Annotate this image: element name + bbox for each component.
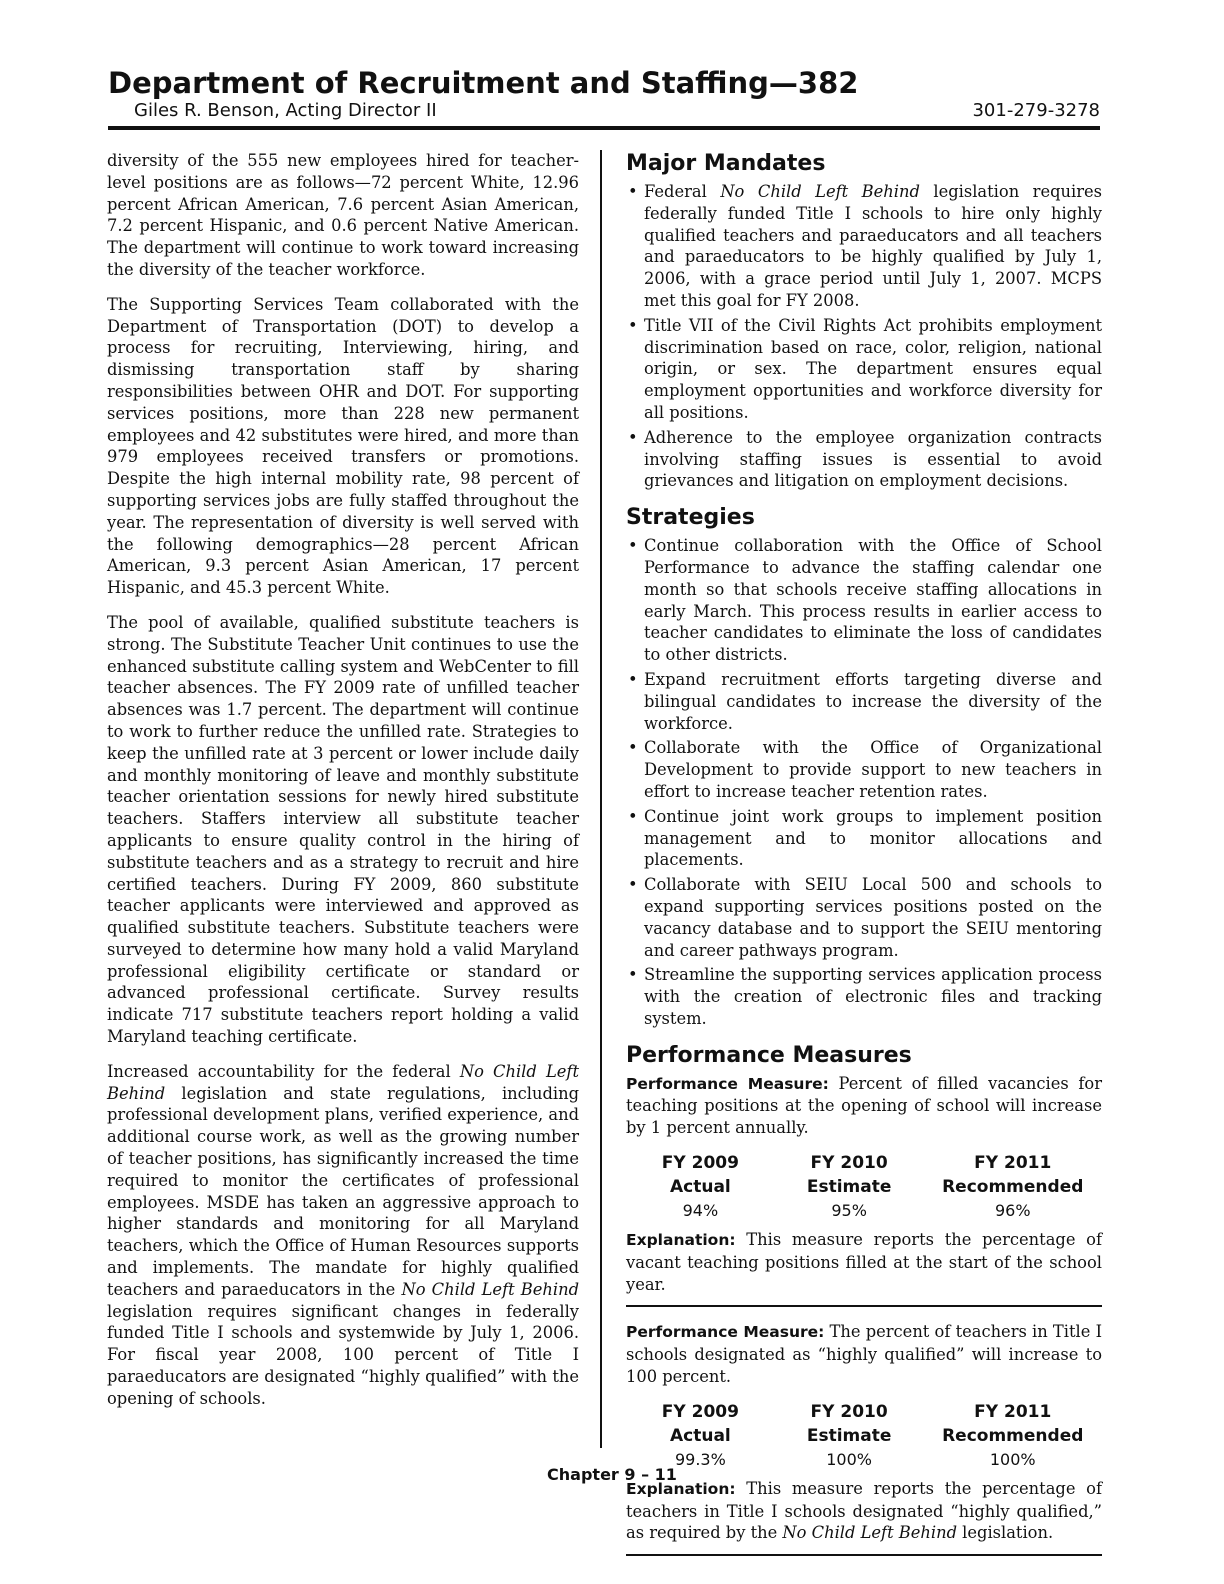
text-segment: legislation requires federally funded Title I schools to hire only highly qualified teachers and paraeducators and all teachers and paraeducators to be highly qualified by July 1, 2006, with a grace period until July 1, 2007. MCPS met this goal for FY 2008. — [644, 182, 1102, 310]
header-rule — [108, 126, 1100, 130]
text-segment: legislation requires significant changes in federally funded Title I schools and systemwide by July 1, 2006. For fiscal year 2008, 100 percent of Title I paraeducators are designated “highly qualified” with the opening of schools. — [107, 1301, 579, 1408]
table-cell: 99.3% — [674, 1449, 726, 1469]
paragraph-substitutes: The pool of available, qualified substitute teachers is strong. The Substitute Teacher Unit continues to use the enhanced substitute calling system and WebCenter to fill teacher absences. The FY 2009 rate of unfilled teacher absences was 1.7 percent. The department will continue to work to further reduce the unfilled rate. Strategies to keep the unfilled rate at 3 percent or lower include daily and monthly monitoring of leave and monthly substitute teacher orientation sessions for newly hired substitute teachers. Staffers interview all substitute teacher applicants to ensure quality control in the hiring of substitute teachers and as a strategy to recruit and hire certified teachers. During FY 2009, 860 substitute teacher applicants were interviewed and approved as qualified substitute teachers. Substitute teachers were surveyed to determine how many hold a valid Maryland professional eligibility certificate or standard or advanced professional certificate. Survey results indicate 717 substitute teachers report holding a valid Maryland teaching certificate. — [107, 612, 579, 1047]
list-item: • Expand recruitment efforts targeting diverse and bilingual candidates to increase the diversity of the workforce. — [626, 669, 1102, 734]
paragraph-accountability — [107, 1061, 579, 1410]
mandates-list — [626, 181, 1102, 492]
strategies-heading: Strategies — [626, 505, 755, 531]
list-item: • Streamline the supporting services application process with the creation of electronic files and tracking system. — [626, 964, 1102, 1029]
performance-heading: Performance Measures — [626, 1042, 912, 1068]
left-column — [107, 150, 579, 1423]
page-title: Department of Recruitment and Staffing—382 — [108, 66, 859, 100]
text-segment: legislation. — [957, 1523, 1054, 1543]
table-header: Actual — [669, 1177, 731, 1198]
text-segment: Federal — [644, 182, 721, 201]
list-item: • Title VII of the Civil Rights Act prohibits employment discrimination based on race, color, religion, national origin, or sex. The department ensures equal employment opportunities and workforce diversity for all positions. — [626, 315, 1102, 424]
table-cell: 100% — [989, 1449, 1036, 1469]
table-header: FY 2011 — [974, 1401, 1052, 1422]
table-cell: 95% — [831, 1201, 867, 1221]
nclb-italic: No Child Left Behind — [720, 182, 920, 201]
list-item: • Continue joint work groups to implement position management and to monitor allocations and placements. — [626, 806, 1102, 871]
text-segment: Increased accountability for the federal — [107, 1061, 460, 1081]
nclb-italic: No Child Left Behind — [782, 1523, 957, 1543]
paragraph-diversity: diversity of the 555 new employees hired for teacher-level positions are as follows—72 percent White, 12.96 percent African American, 7.6 percent Asian American, 7.2 percent Hispanic, and 0.6 percent Native American. The department will continue to work toward increasing the diversity of the teacher workforce. — [107, 151, 579, 279]
table-header: Recommended — [942, 1177, 1084, 1198]
mandates-heading: Major Mandates — [626, 151, 826, 176]
list-item: • Adherence to the employee organization contracts involving staffing issues is essential to avoid grievances and litigation on employment decisions. — [626, 427, 1102, 492]
measure-1-explanation — [626, 1229, 1102, 1295]
measure-label: Performance Measure: — [626, 1074, 829, 1093]
divider — [626, 1554, 1102, 1556]
paragraph-supporting-services: The Supporting Services Team collaborated with the Department of Transportation (DOT) to develop a process for recruiting, Interviewing, hiring, and dismissing transportation staff by sharing responsibilities between OHR and DOT. For supporting services positions, more than 228 new permanent employees and 42 substitutes were hired, and more than 979 employees received transfers or promotions. Despite the high internal mobility rate, 98 percent of supporting services jobs are fully staffed throughout the year. The representation of diversity is well served with the following demographics—28 percent African American, 9.3 percent Asian American, 17 percent Hispanic, and 45.3 percent White. — [107, 294, 579, 598]
list-item: • Continue collaboration with the Office of School Performance to advance the staffing calendar one month so that schools receive staffing allocations in early March. This process results in earlier access to teacher candidates to eliminate the loss of candidates to other districts. — [626, 535, 1102, 666]
table-header: Estimate — [806, 1425, 892, 1446]
table-cell: 94% — [682, 1201, 719, 1221]
nclb-italic: No Child Left Behind — [401, 1279, 579, 1299]
table-header: Estimate — [806, 1177, 892, 1198]
text-segment: This measure reports the percentage of teachers in Title I schools designated “highly qualified,” as required by the — [626, 1478, 1102, 1543]
explanation-label: Explanation: — [626, 1231, 736, 1250]
list-item — [626, 181, 1102, 312]
table-header: FY 2009 — [661, 1401, 739, 1422]
list-item: • Collaborate with the Office of Organizational Development to provide support to new teachers in effort to increase teacher retention rates. — [626, 737, 1102, 802]
measure-2-statement — [626, 1321, 1102, 1387]
divider — [626, 1305, 1102, 1307]
table-header: FY 2011 — [974, 1153, 1052, 1174]
text-segment: This measure reports the percentage of vacant teaching positions filled at the start of the school year. — [626, 1230, 1102, 1294]
explanation-label: Explanation: — [626, 1479, 736, 1498]
page-header — [108, 66, 1100, 122]
table-header: FY 2010 — [810, 1401, 888, 1422]
page-footer: Chapter 9 – 11 — [547, 1465, 677, 1484]
text-segment: legislation and state regulations, including professional development plans, verified experience, and additional course work, as well as the growing number of teacher positions, has significantly increased the time required to monitor the certificates of professional employees. MSDE has taken an aggressive approach to higher standards and monitoring for all Maryland teachers, which the Office of Human Resources supports and implements. The mandate for highly qualified teachers and paraeducators in the — [107, 1083, 579, 1299]
director-name: Giles R. Benson, Acting Director II — [134, 100, 437, 121]
measure-label: Performance Measure: — [626, 1323, 825, 1342]
table-header: Actual — [669, 1425, 731, 1446]
table-cell: 96% — [994, 1201, 1031, 1221]
column-divider — [600, 150, 602, 1448]
measure-1-table — [626, 1151, 1102, 1223]
text-segment: The percent of teachers in Title I schools designated as “highly qualified” will increase to 100 percent. — [626, 1322, 1103, 1387]
header-subrow — [108, 100, 1100, 122]
measure-1-statement — [626, 1073, 1102, 1139]
strategies-list — [626, 535, 1102, 1030]
right-column — [626, 150, 1102, 1570]
table-header: FY 2010 — [810, 1153, 888, 1174]
nclb-italic: No Child Left Behind — [107, 1061, 579, 1103]
list-item: • Collaborate with SEIU Local 500 and schools to expand supporting services positions posted on the vacancy database and to support the SEIU mentoring and career pathways program. — [626, 874, 1102, 961]
measure-2-table — [626, 1400, 1102, 1472]
text-segment: Percent of filled vacancies for teaching positions at the opening of school will increase by 1 percent annually. — [626, 1073, 1102, 1138]
measure-2-explanation — [626, 1478, 1102, 1544]
table-cell: 100% — [826, 1449, 872, 1469]
table-header: FY 2009 — [661, 1153, 739, 1174]
table-header: Recommended — [942, 1425, 1084, 1446]
phone-number: 301-279-3278 — [972, 100, 1100, 121]
